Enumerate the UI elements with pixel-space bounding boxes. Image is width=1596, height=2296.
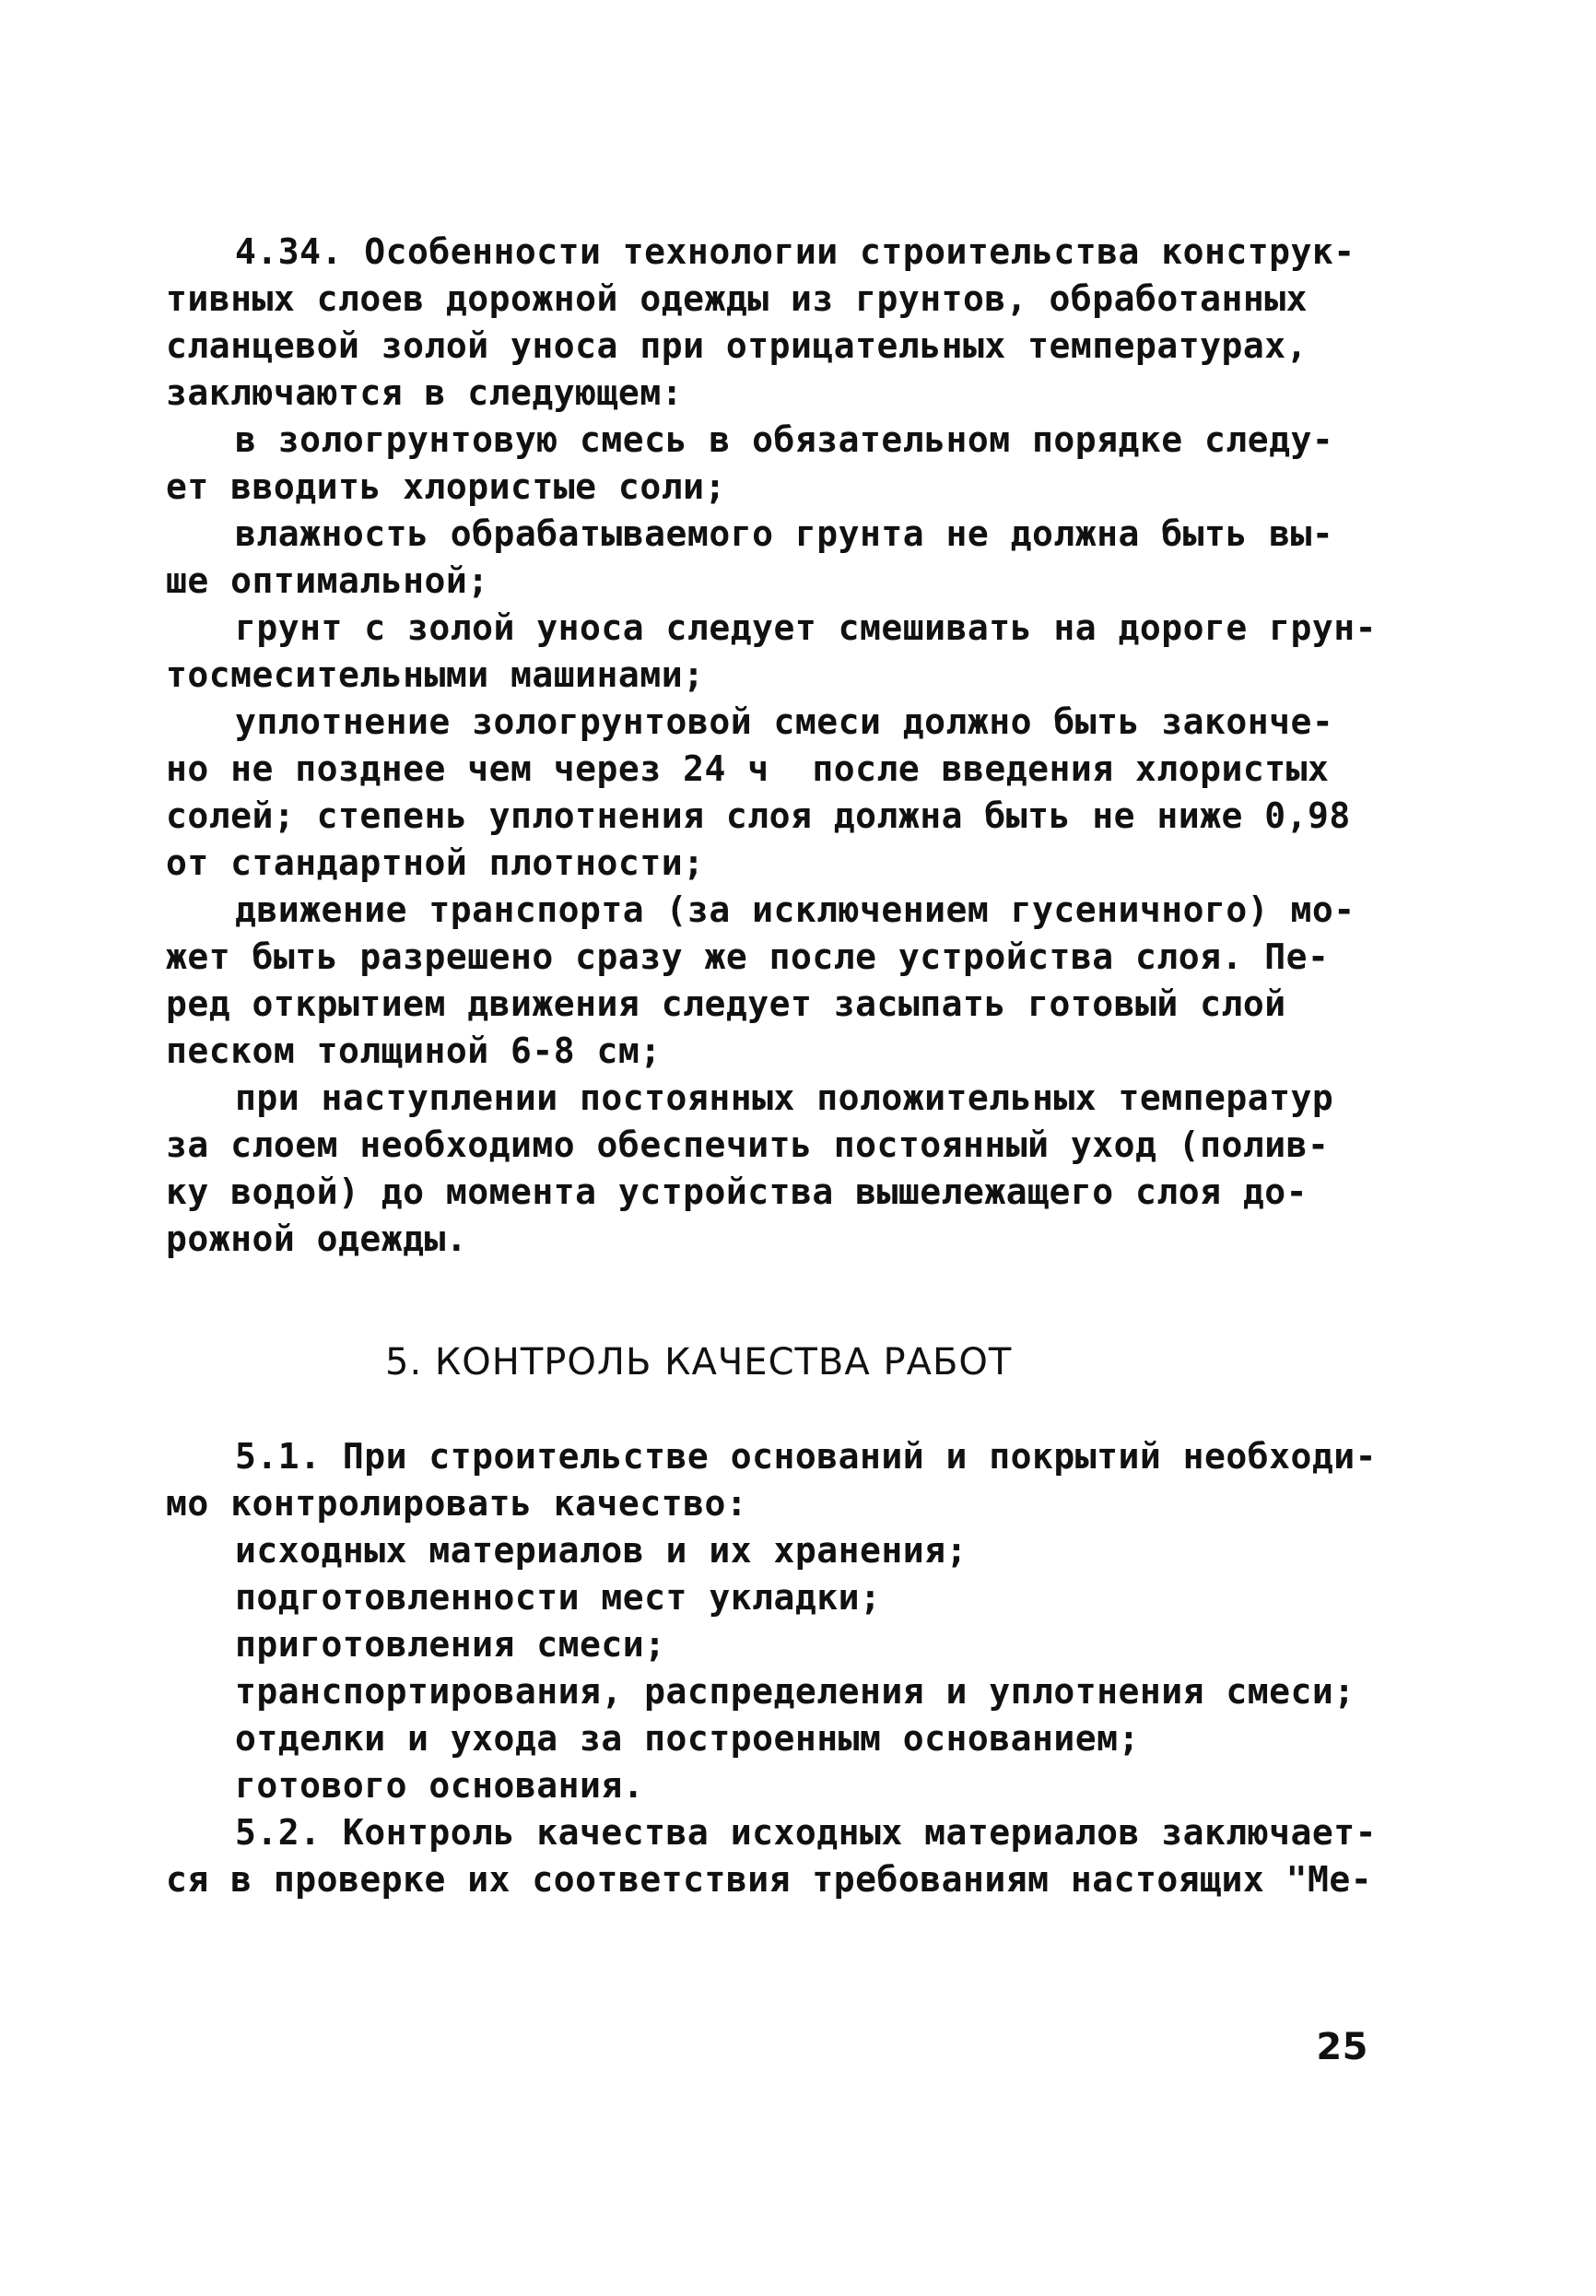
text-line: рожной одежды. bbox=[166, 1219, 468, 1259]
section-heading: 5. КОНТРОЛЬ КАЧЕСТВА РАБОТ bbox=[385, 1341, 1013, 1383]
text-line: тивных слоев дорожной одежды из грунтов, обработанных bbox=[166, 278, 1308, 319]
text-line: движение транспорта (за исключением гусеничного) мо- bbox=[235, 889, 1355, 930]
text-line: жет быть разрешено сразу же после устройства слоя. Пе- bbox=[166, 936, 1330, 977]
text-line: 5.2. Контроль качества исходных материалов заключает- bbox=[235, 1812, 1378, 1853]
text-line: 4.34. Особенности технологии строительства конструк- bbox=[235, 231, 1355, 272]
text-line: 5.1. При строительстве оснований и покрытий необходи- bbox=[235, 1436, 1378, 1477]
text-line: исходных материалов и их хранения; bbox=[235, 1530, 968, 1571]
text-line: ет вводить хлористые соли; bbox=[166, 466, 726, 507]
text-line: приготовления смеси; bbox=[235, 1624, 666, 1665]
text-line: солей; степень уплотнения слоя должна быть не ниже 0,98 bbox=[166, 795, 1351, 836]
text-line: влажность обрабатываемого грунта не должна быть вы- bbox=[235, 513, 1334, 554]
text-line: но не позднее чем через 24 ч после введения хлористых bbox=[166, 748, 1330, 789]
text-line: ку водой) до момента устройства вышележащего слоя до- bbox=[166, 1172, 1308, 1212]
text-line: отделки и ухода за построенным основанием; bbox=[235, 1718, 1140, 1759]
text-line: грунт с золой уноса следует смешивать на дороге грун- bbox=[235, 607, 1378, 648]
text-line: в зологрунтовую смесь в обязательном порядке следу- bbox=[235, 419, 1334, 460]
text-line: песком толщиной 6-8 см; bbox=[166, 1030, 662, 1071]
text-line: ред открытием движения следует засыпать готовый слой bbox=[166, 983, 1286, 1024]
text-line: уплотнение зологрунтовой смеси должно быть законче- bbox=[235, 701, 1334, 742]
text-line: ше оптимальной; bbox=[166, 560, 489, 601]
text-line: сланцевой золой уноса при отрицательных температурах, bbox=[166, 325, 1308, 366]
text-line: заключаются в следующем: bbox=[166, 372, 684, 413]
text-line: подготовленности мест укладки; bbox=[235, 1577, 882, 1618]
text-line: готового основания. bbox=[235, 1765, 645, 1806]
text-line: тосмесительными машинами; bbox=[166, 654, 705, 695]
page-number: 25 bbox=[1316, 2026, 1368, 2068]
text-line: ся в проверке их соответствия требованиям настоящих "Ме- bbox=[166, 1859, 1373, 1900]
text-line: за слоем необходимо обеспечить постоянный уход (полив- bbox=[166, 1124, 1330, 1165]
text-line: при наступлении постоянных положительных температур bbox=[235, 1077, 1334, 1118]
section-4-34 bbox=[166, 229, 1396, 1263]
page-number-row bbox=[166, 1903, 1396, 2024]
text-line: мо контролировать качество: bbox=[166, 1483, 748, 1524]
text-line: транспортирования, распределения и уплотнения смеси; bbox=[235, 1671, 1355, 1712]
section-5 bbox=[166, 1433, 1396, 2071]
text-line: от стандартной плотности; bbox=[166, 842, 705, 883]
